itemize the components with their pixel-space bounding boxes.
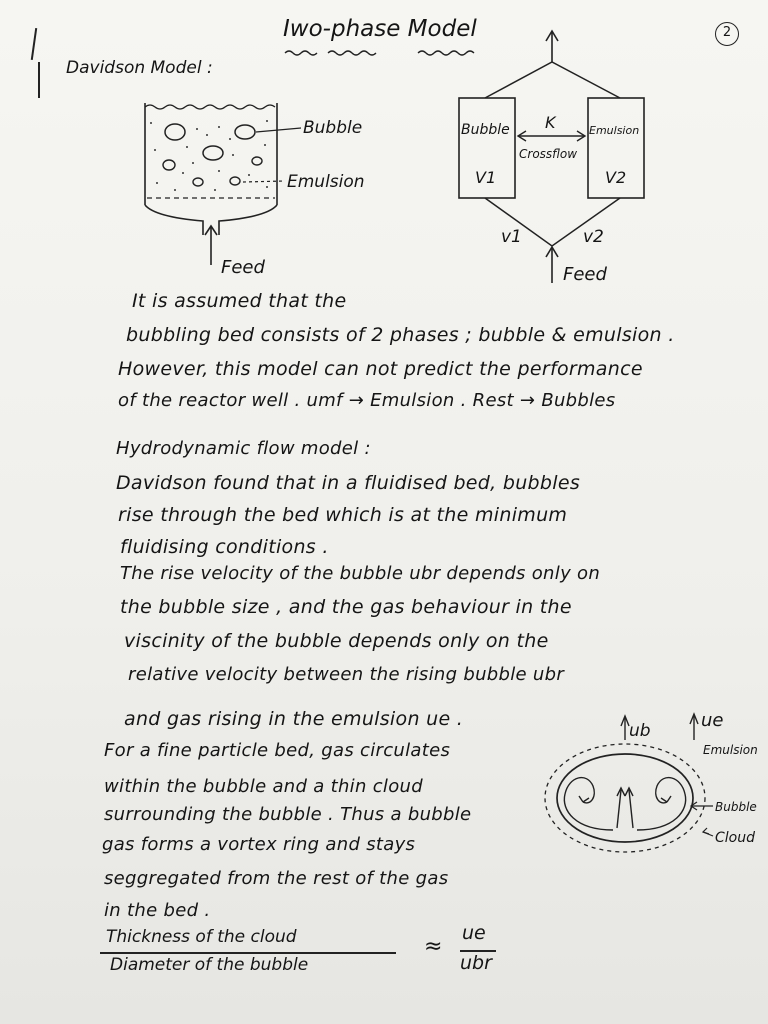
ratio-ubr: ubr [460, 952, 492, 974]
paragraph3-line5: seggregated from the rest of the gas [104, 868, 449, 889]
two-phase-block-diagram [455, 28, 665, 290]
ue-label: ue [701, 710, 724, 731]
paragraph1-line1: It is assumed that the [132, 290, 347, 312]
paragraph2-line4: The rise velocity of the bubble ubr depends only on [120, 563, 601, 584]
page-title: Iwo-phase Model [283, 16, 477, 42]
margin-mark-top [31, 28, 37, 60]
k-label: K [545, 113, 556, 132]
emulsion-volume-label: V2 [605, 168, 627, 187]
paragraph3-line2: within the bubble and a thin cloud [104, 776, 423, 797]
bubble-label-left: Bubble [303, 118, 363, 138]
paragraph3-line6: in the bed . [104, 900, 211, 921]
bubble-box-label: Bubble [461, 122, 510, 138]
margin-mark-bottom [38, 62, 40, 98]
ratio-ue: ue [462, 922, 486, 944]
feed-label-right: Feed [563, 264, 607, 285]
ratio-denominator-text: Diameter of the bubble [110, 955, 309, 975]
ub-label: ub [629, 721, 651, 741]
ratio-numerator-text: Thickness of the cloud [106, 927, 297, 947]
bubble-label-cloud: Bubble [715, 800, 757, 814]
paragraph2-line6: viscinity of the bubble depends only on the [124, 630, 549, 652]
paragraph1-line3: However, this model can not predict the performance [118, 358, 643, 380]
cloud-label: Cloud [715, 830, 755, 846]
flow-v2-label: v2 [583, 227, 604, 247]
paragraph3-line1: For a fine particle bed, gas circulates [104, 740, 451, 761]
emulsion-label-cloud: Emulsion [703, 743, 758, 757]
feed-label-left: Feed [221, 257, 265, 278]
bubble-volume-label: V1 [475, 168, 497, 187]
paragraph2-line7: relative velocity between the rising bubble ubr [128, 664, 565, 685]
flow-v1-label: v1 [501, 227, 522, 247]
paragraph3-line4: gas forms a vortex ring and stays [102, 834, 416, 855]
bed-vessel-diagram [135, 95, 395, 280]
crossflow-label: Crossflow [519, 147, 578, 161]
paragraph2-line1: Davidson found that in a fluidised bed, bubbles [116, 472, 581, 494]
emulsion-label-left: Emulsion [287, 172, 365, 192]
section-subtitle: Davidson Model : [66, 58, 213, 78]
approx-sign: ≈ [424, 934, 443, 959]
paragraph1-line4: of the reactor well . umf → Emulsion . Rest → Bubbles [118, 390, 616, 411]
emulsion-box-label: Emulsion [589, 124, 640, 137]
paragraph2-line5: the bubble size , and the gas behaviour in the [120, 596, 572, 618]
paragraph1-line2: bubbling bed consists of 2 phases ; bubble & emulsion . [126, 324, 675, 346]
paragraph2-line2: rise through the bed which is at the minimum [118, 504, 568, 526]
page-number: 2 [715, 22, 739, 46]
paragraph3-line3: surrounding the bubble . Thus a bubble [104, 804, 472, 825]
paragraph2-line8: and gas rising in the emulsion ue . [124, 708, 464, 730]
bubble-cloud-diagram [535, 700, 768, 875]
paragraph2-line3: fluidising conditions . [120, 536, 329, 558]
paragraph2-heading: Hydrodynamic flow model : [116, 438, 371, 459]
ratio-fraction-bar [100, 952, 396, 954]
